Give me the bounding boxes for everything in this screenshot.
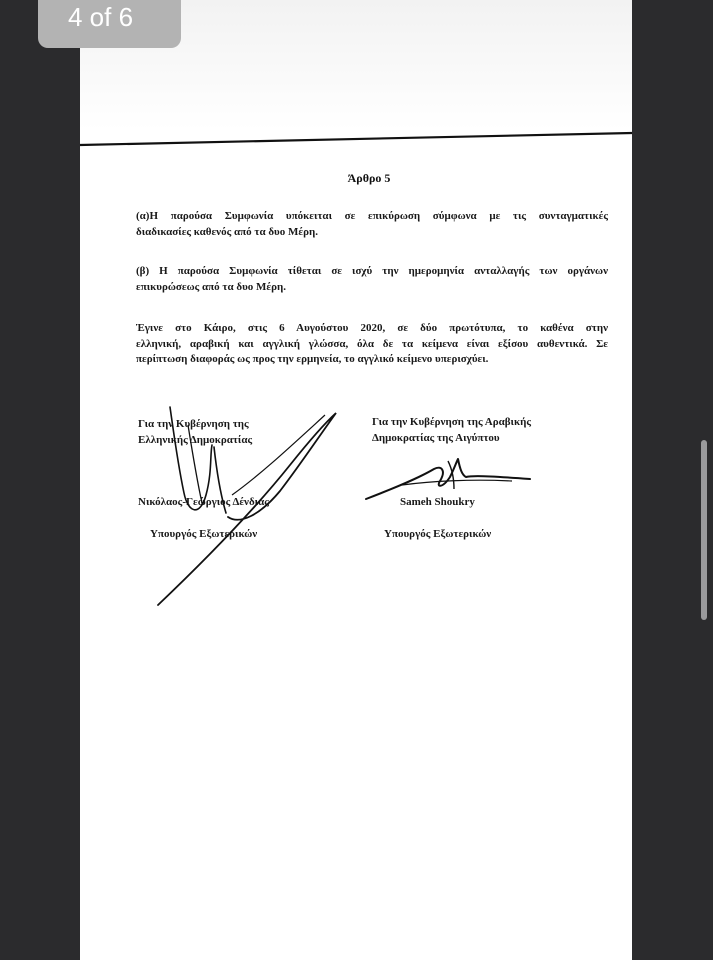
- paragraph-a-line: διαδικασίες καθενός από τα δυο Μέρη.: [136, 225, 318, 238]
- document-page: [80, 0, 632, 960]
- left-handwritten-signature: [140, 395, 350, 610]
- right-handwritten-signature: [362, 455, 532, 505]
- paragraph-b-line: επικυρώσεως από τα δυο Μέρη.: [136, 280, 287, 293]
- page-counter-badge: 4 of 6: [38, 0, 181, 48]
- paragraph-done-line: ελληνική, αραβική και αγγλική γλώσσα, όλα δε τα κείμενα είναι εξίσου αυθεντικά. Σε: [136, 337, 608, 350]
- paragraph-done-in-cairo: [136, 321, 608, 368]
- paragraph-done-line: Έγινε στο Κάιρο, στις 6 Αυγούστου 2020, σε δύο πρωτότυπα, το καθένα στην: [136, 322, 608, 334]
- right-signatory-name: Sameh Shoukry: [400, 496, 475, 508]
- right-signatory-line2: Δημοκρατίας της Αιγύπτου: [372, 432, 500, 444]
- paragraph-a: [136, 209, 608, 240]
- scrollbar-thumb[interactable]: [701, 440, 707, 620]
- left-signatory-line1: Για την Κυβέρνηση της: [138, 418, 249, 430]
- right-signatory-heading: [372, 414, 531, 446]
- left-signatory-name: Νικόλαος-Γεώργιος Δένδιας: [138, 496, 269, 508]
- left-signatory-title: Υπουργός Εξωτερικών: [150, 528, 258, 540]
- right-signatory-title: Υπουργός Εξωτερικών: [384, 528, 492, 540]
- paragraph-b: [136, 264, 608, 295]
- article-title: Άρθρο 5: [347, 171, 391, 185]
- paragraph-b-line: (β) Η παρούσα Συμφωνία τίθεται σε ισχύ την ημερομηνία ανταλλαγής των οργάνων: [136, 265, 608, 277]
- paragraph-a-line: (α)Η παρούσα Συμφωνία υπόκειται σε επικύρωση σύμφωνα με τις συνταγματικές: [136, 210, 608, 222]
- left-signatory-line2: Ελληνικής Δημοκρατίας: [138, 434, 253, 446]
- right-signatory-line1: Για την Κυβέρνηση της Αραβικής: [372, 416, 531, 428]
- page-divider-line: [80, 131, 632, 147]
- paragraph-done-line: περίπτωση διαφοράς ως προς την ερμηνεία, το αγγλικό κείμενο υπερισχύει.: [136, 353, 489, 365]
